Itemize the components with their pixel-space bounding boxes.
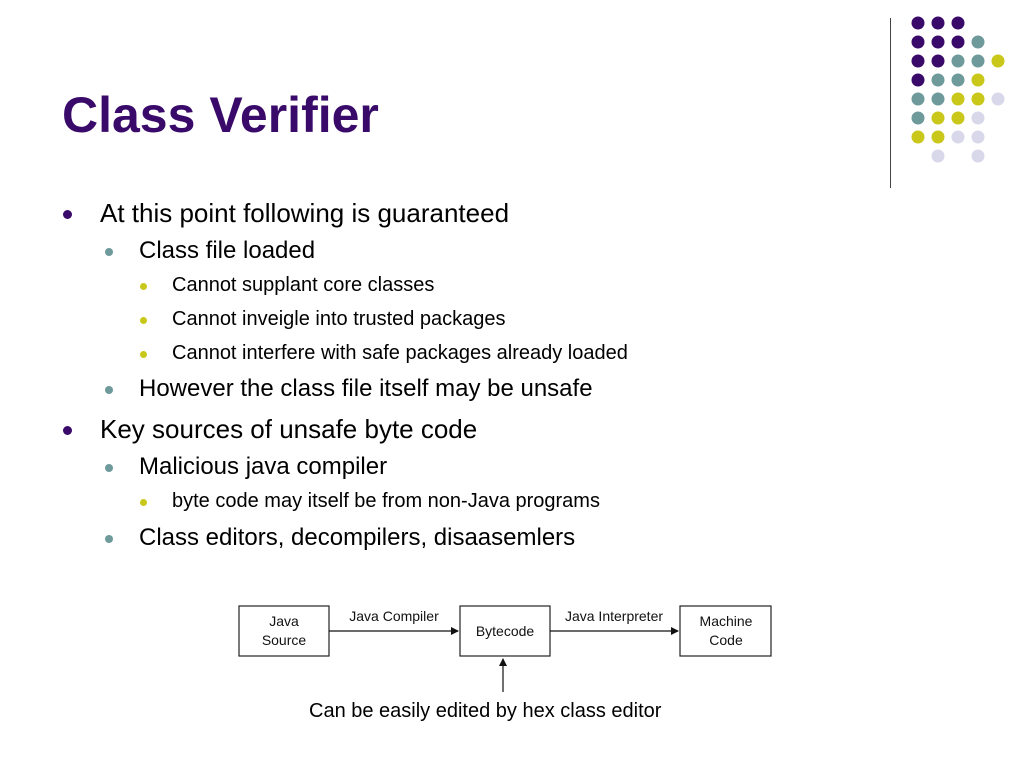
bullet-text: byte code may itself be from non-Java programs	[172, 490, 600, 512]
bullet-text: Cannot inveigle into trusted packages	[172, 308, 506, 330]
slide-title: Class Verifier	[62, 87, 379, 143]
bullet-text: Cannot interfere with safe packages already loaded	[172, 342, 628, 364]
bullet-text: Malicious java compiler	[139, 453, 388, 480]
java-source-label-line2: Source	[261, 632, 307, 648]
machine-code-label-line1: Machine	[699, 613, 753, 629]
diagram-caption: Can be easily edited by hex class editor	[309, 700, 662, 722]
bullet-text: Cannot supplant core classes	[172, 274, 435, 296]
bytecode-box	[460, 606, 550, 656]
bytecode-label: Bytecode	[475, 623, 535, 639]
java-compiler-label: Java Compiler	[349, 608, 439, 624]
bullet-text: At this point following is guaranteed	[100, 198, 510, 228]
java-source-label-line1: Java	[269, 613, 299, 629]
bullet-text: Class file loaded	[139, 237, 316, 264]
java-interpreter-label: Java Interpreter	[564, 608, 664, 624]
bullet-text: Class editors, decompilers, disaasemlers	[139, 524, 576, 551]
java-source-box	[239, 606, 329, 656]
machine-code-box	[680, 606, 771, 656]
bullet-text: Key sources of unsafe byte code	[100, 414, 478, 444]
bullet-text: However the class file itself may be unsafe	[139, 375, 593, 402]
machine-code-label-line2: Code	[709, 632, 743, 648]
